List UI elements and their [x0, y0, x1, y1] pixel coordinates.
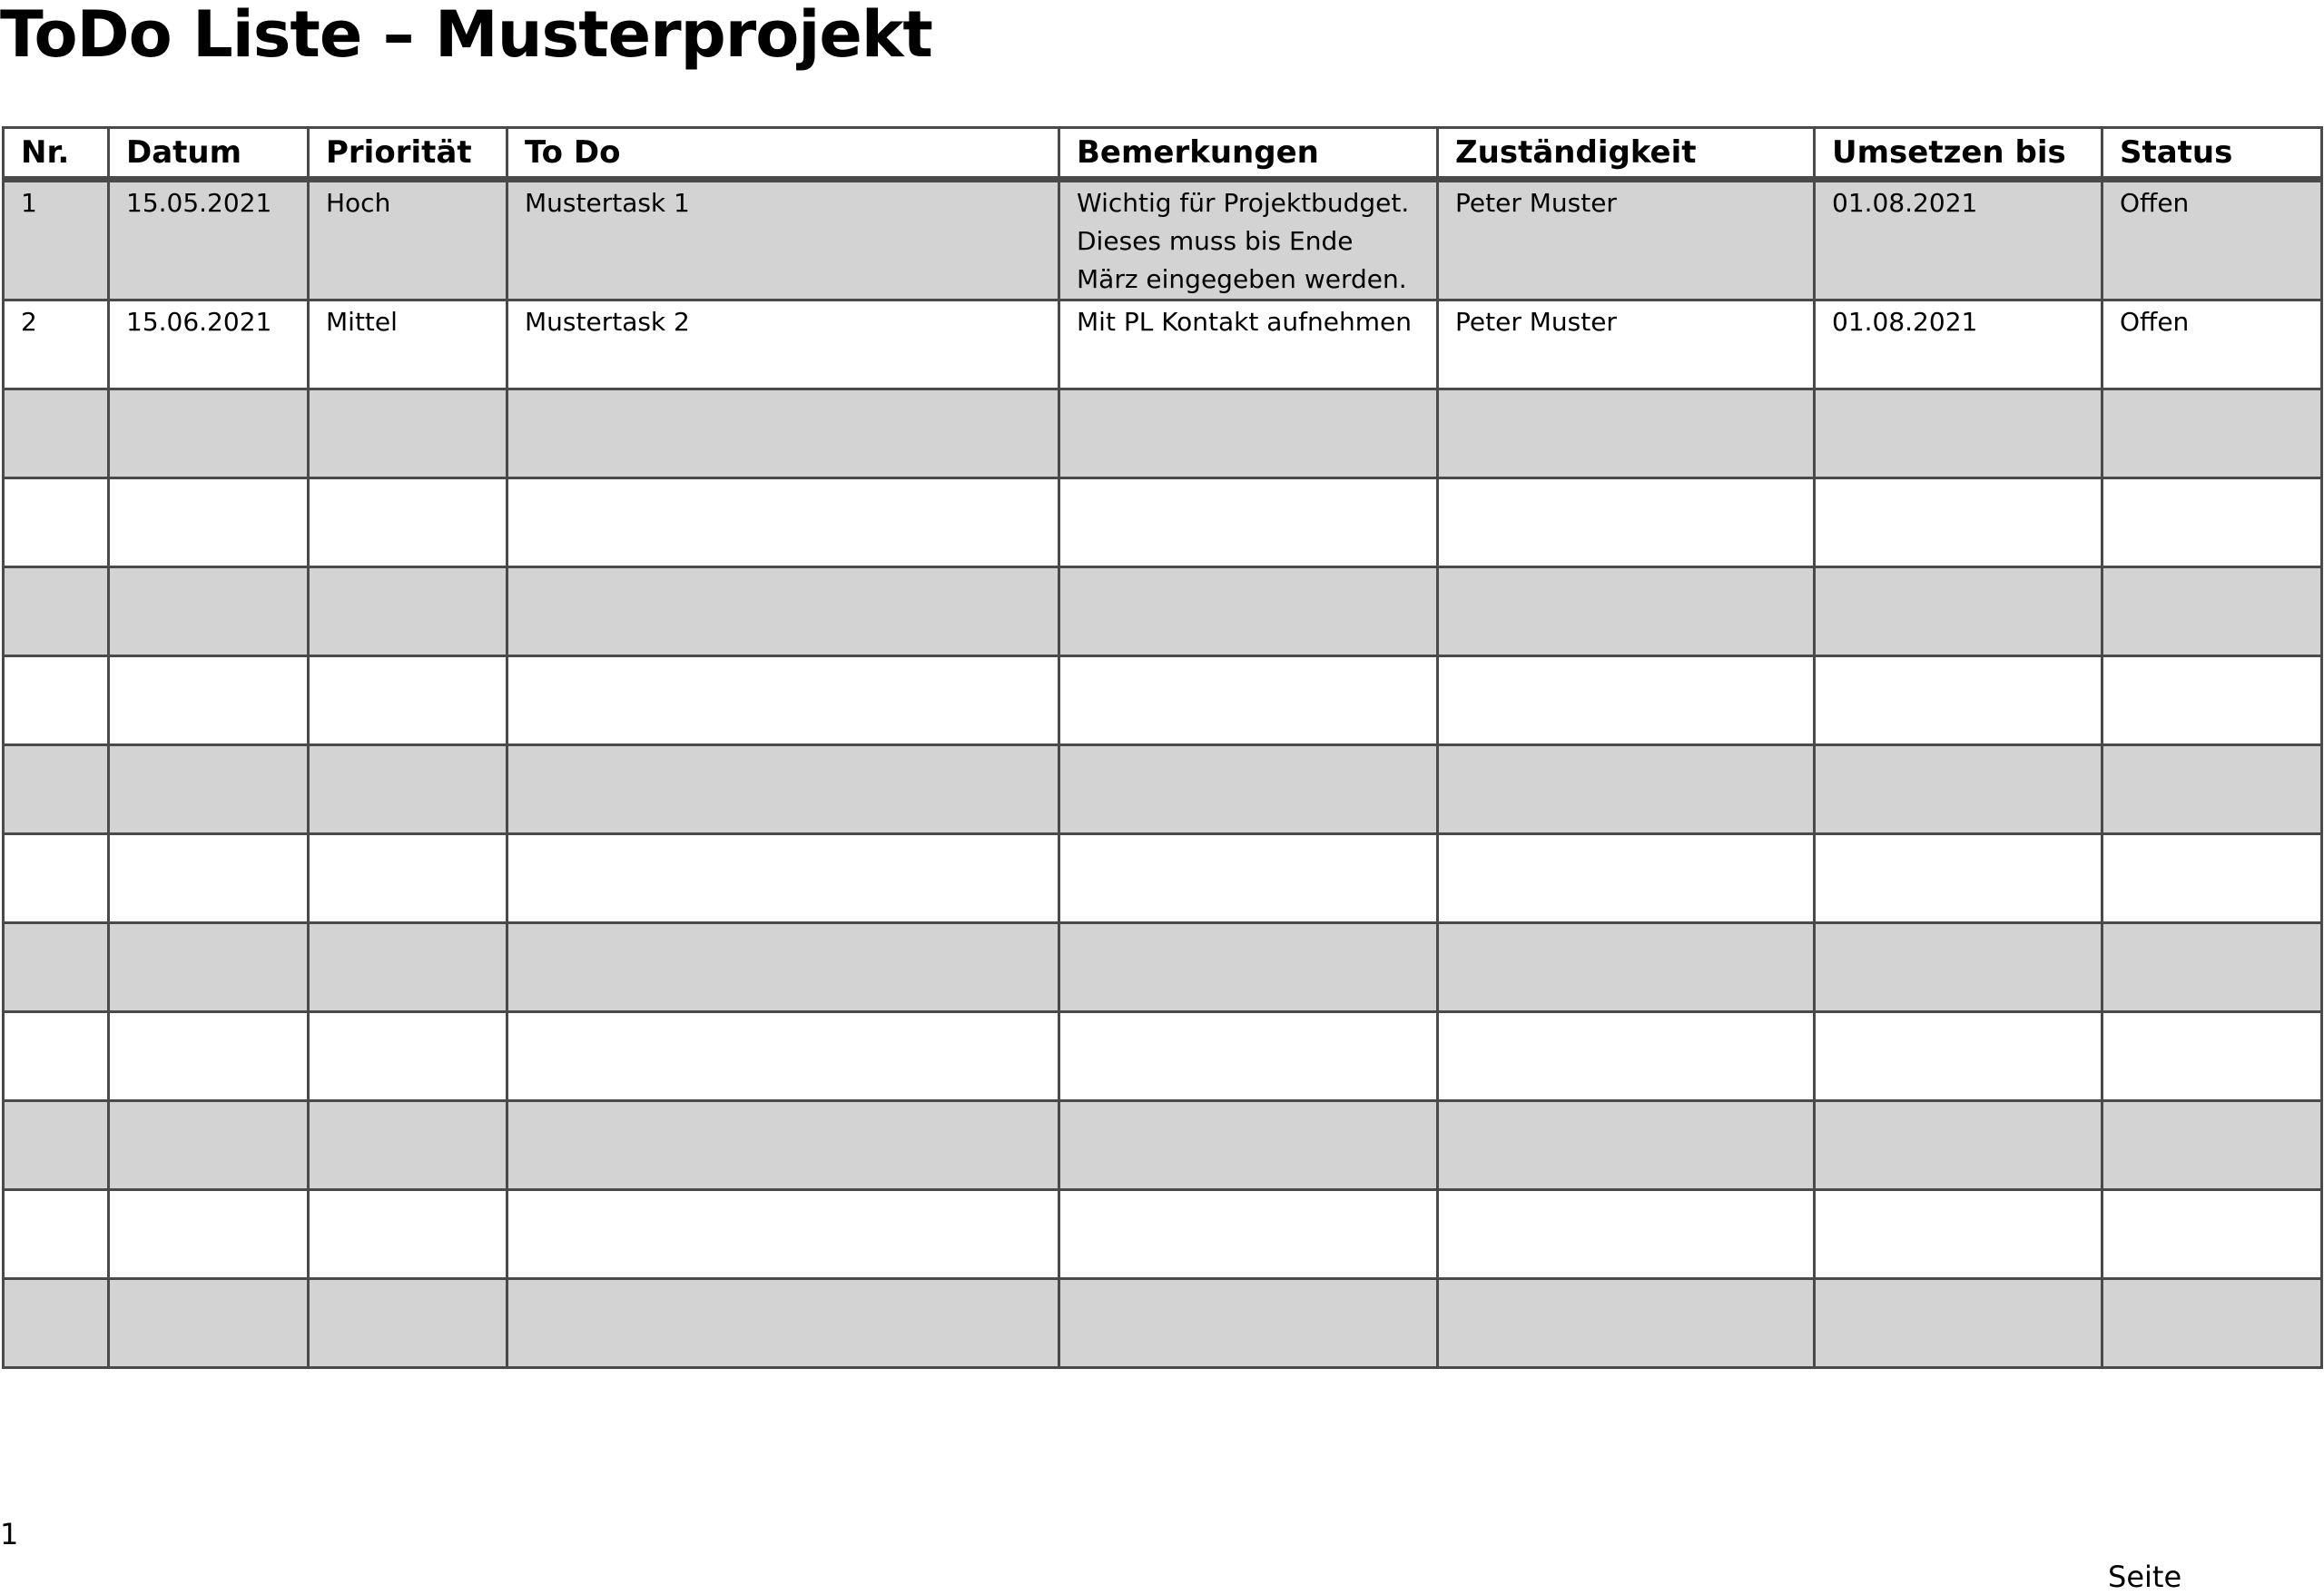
cell-datum[interactable]: 15.06.2021 [109, 300, 309, 389]
header-status: Status [2102, 128, 2322, 180]
cell-prioritaet[interactable] [309, 656, 507, 745]
cell-status[interactable] [2102, 656, 2322, 745]
cell-nr[interactable] [4, 656, 109, 745]
cell-prioritaet[interactable] [309, 745, 507, 834]
cell-bemerkungen[interactable]: Mit PL Kontakt aufnehmen [1059, 300, 1438, 389]
table-row [4, 389, 2322, 478]
cell-todo[interactable] [507, 567, 1059, 656]
cell-umsetzen-bis[interactable] [1815, 1101, 2102, 1190]
cell-status[interactable] [2102, 1190, 2322, 1279]
page-title: ToDo Liste – Musterprojekt [0, 0, 932, 72]
cell-zustaendigkeit[interactable] [1438, 1012, 1815, 1101]
cell-datum[interactable] [109, 923, 309, 1012]
cell-todo[interactable] [507, 478, 1059, 567]
header-prioritaet: Priorität [309, 128, 507, 180]
cell-zustaendigkeit[interactable] [1438, 923, 1815, 1012]
cell-todo[interactable]: Mustertask 2 [507, 300, 1059, 389]
cell-prioritaet[interactable] [309, 1012, 507, 1101]
cell-umsetzen-bis[interactable] [1815, 656, 2102, 745]
cell-status[interactable]: Offen [2102, 180, 2322, 300]
todo-table [2, 126, 2323, 1369]
table-row [4, 1012, 2322, 1101]
cell-status[interactable]: Offen [2102, 300, 2322, 389]
cell-nr[interactable] [4, 1012, 109, 1101]
cell-todo[interactable] [507, 923, 1059, 1012]
cell-datum[interactable] [109, 1190, 309, 1279]
cell-zustaendigkeit[interactable] [1438, 1101, 1815, 1190]
cell-umsetzen-bis[interactable] [1815, 1012, 2102, 1101]
cell-umsetzen-bis[interactable] [1815, 478, 2102, 567]
cell-umsetzen-bis[interactable] [1815, 1279, 2102, 1368]
cell-nr[interactable] [4, 1279, 109, 1368]
cell-bemerkungen[interactable] [1059, 567, 1438, 656]
cell-datum[interactable] [109, 745, 309, 834]
cell-prioritaet[interactable]: Hoch [309, 180, 507, 300]
cell-nr[interactable] [4, 478, 109, 567]
cell-bemerkungen[interactable] [1059, 1279, 1438, 1368]
cell-todo[interactable] [507, 745, 1059, 834]
cell-prioritaet[interactable] [309, 1190, 507, 1279]
cell-zustaendigkeit[interactable] [1438, 834, 1815, 923]
cell-datum[interactable] [109, 834, 309, 923]
cell-zustaendigkeit[interactable] [1438, 1279, 1815, 1368]
cell-bemerkungen[interactable] [1059, 656, 1438, 745]
cell-status[interactable] [2102, 389, 2322, 478]
cell-todo[interactable] [507, 1101, 1059, 1190]
table-row [4, 567, 2322, 656]
table-header-row [4, 128, 2322, 180]
cell-umsetzen-bis[interactable] [1815, 389, 2102, 478]
cell-umsetzen-bis[interactable] [1815, 834, 2102, 923]
cell-status[interactable] [2102, 1012, 2322, 1101]
table-row [4, 180, 2322, 300]
cell-prioritaet[interactable]: Mittel [309, 300, 507, 389]
cell-bemerkungen[interactable] [1059, 389, 1438, 478]
cell-nr[interactable]: 2 [4, 300, 109, 389]
cell-todo[interactable] [507, 656, 1059, 745]
cell-umsetzen-bis[interactable] [1815, 745, 2102, 834]
header-datum: Datum [109, 128, 309, 180]
cell-status[interactable] [2102, 567, 2322, 656]
cell-todo[interactable] [507, 1012, 1059, 1101]
cell-zustaendigkeit[interactable] [1438, 478, 1815, 567]
cell-datum[interactable] [109, 389, 309, 478]
cell-zustaendigkeit[interactable] [1438, 389, 1815, 478]
cell-prioritaet[interactable] [309, 478, 507, 567]
cell-datum[interactable] [109, 567, 309, 656]
cell-nr[interactable] [4, 1101, 109, 1190]
cell-prioritaet[interactable] [309, 567, 507, 656]
table-row [4, 1190, 2322, 1279]
cell-prioritaet[interactable] [309, 1101, 507, 1190]
table-row [4, 478, 2322, 567]
table-row [4, 745, 2322, 834]
cell-todo[interactable] [507, 389, 1059, 478]
cell-datum[interactable]: 15.05.2021 [109, 180, 309, 300]
cell-status[interactable] [2102, 923, 2322, 1012]
cell-umsetzen-bis[interactable] [1815, 567, 2102, 656]
cell-datum[interactable] [109, 656, 309, 745]
cell-umsetzen-bis[interactable]: 01.08.2021 [1815, 300, 2102, 389]
cell-bemerkungen[interactable] [1059, 1101, 1438, 1190]
cell-umsetzen-bis[interactable]: 01.08.2021 [1815, 180, 2102, 300]
cell-datum[interactable] [109, 478, 309, 567]
cell-zustaendigkeit[interactable] [1438, 656, 1815, 745]
table-row [4, 300, 2322, 389]
cell-umsetzen-bis[interactable] [1815, 923, 2102, 1012]
cell-zustaendigkeit[interactable] [1438, 567, 1815, 656]
cell-zustaendigkeit[interactable]: Peter Muster [1438, 300, 1815, 389]
header-todo: To Do [507, 128, 1059, 180]
cell-nr[interactable]: 1 [4, 180, 109, 300]
cell-nr[interactable] [4, 834, 109, 923]
cell-zustaendigkeit[interactable]: Peter Muster [1438, 180, 1815, 300]
cell-bemerkungen[interactable] [1059, 834, 1438, 923]
cell-status[interactable] [2102, 745, 2322, 834]
cell-nr[interactable] [4, 745, 109, 834]
cell-todo[interactable]: Mustertask 1 [507, 180, 1059, 300]
header-zustaendigkeit: Zuständigkeit [1438, 128, 1815, 180]
header-umsetzen-bis: Umsetzen bis [1815, 128, 2102, 180]
cell-umsetzen-bis[interactable] [1815, 1190, 2102, 1279]
header-nr: Nr. [4, 128, 109, 180]
cell-prioritaet[interactable] [309, 389, 507, 478]
cell-bemerkungen[interactable] [1059, 745, 1438, 834]
cell-bemerkungen[interactable] [1059, 478, 1438, 567]
cell-datum[interactable] [109, 1101, 309, 1190]
cell-todo[interactable] [507, 834, 1059, 923]
cell-datum[interactable] [109, 1012, 309, 1101]
cell-prioritaet[interactable] [309, 1279, 507, 1368]
cell-zustaendigkeit[interactable] [1438, 745, 1815, 834]
header-bemerkungen: Bemerkungen [1059, 128, 1438, 180]
cell-nr[interactable] [4, 389, 109, 478]
cell-bemerkungen[interactable] [1059, 1012, 1438, 1101]
cell-bemerkungen[interactable] [1059, 1190, 1438, 1279]
page-label: Seite [2108, 1560, 2182, 1594]
cell-nr[interactable] [4, 1190, 109, 1279]
cell-prioritaet[interactable] [309, 834, 507, 923]
cell-nr[interactable] [4, 567, 109, 656]
cell-status[interactable] [2102, 1101, 2322, 1190]
table-row [4, 1101, 2322, 1190]
cell-bemerkungen[interactable] [1059, 923, 1438, 1012]
table-row [4, 923, 2322, 1012]
cell-prioritaet[interactable] [309, 923, 507, 1012]
cell-zustaendigkeit[interactable] [1438, 1190, 1815, 1279]
cell-status[interactable] [2102, 834, 2322, 923]
page-number: 1 [0, 1517, 19, 1551]
cell-todo[interactable] [507, 1279, 1059, 1368]
table-row [4, 834, 2322, 923]
cell-status[interactable] [2102, 1279, 2322, 1368]
cell-bemerkungen[interactable]: Wichtig für Projektbudget. Dieses muss bis Ende März eingegeben werden. [1059, 180, 1438, 300]
cell-status[interactable] [2102, 478, 2322, 567]
cell-nr[interactable] [4, 923, 109, 1012]
table-row [4, 1279, 2322, 1368]
cell-datum[interactable] [109, 1279, 309, 1368]
cell-todo[interactable] [507, 1190, 1059, 1279]
table-row [4, 656, 2322, 745]
